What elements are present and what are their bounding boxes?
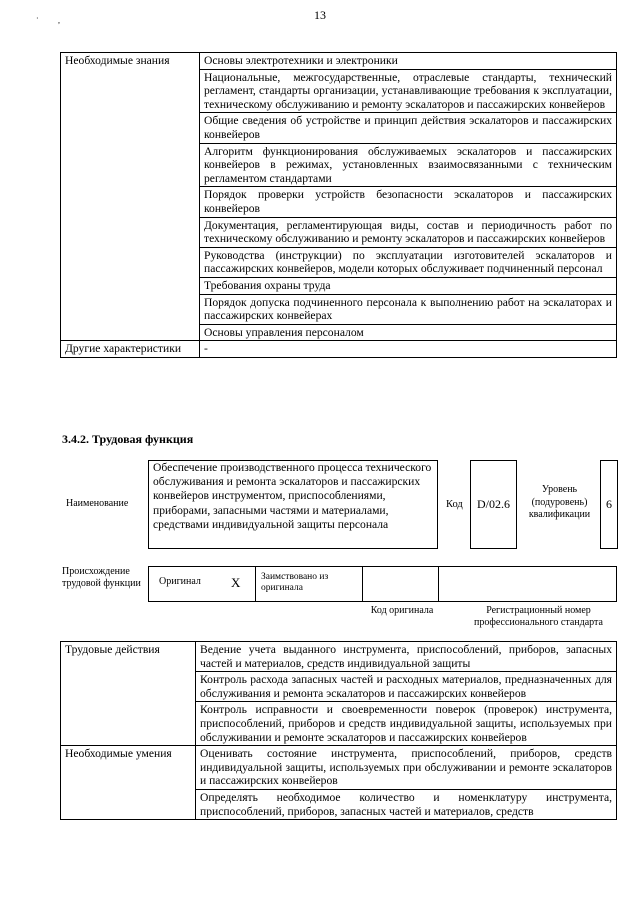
code-original-caption: Код оригинала [370, 605, 434, 616]
page-number: 13 [314, 8, 326, 22]
knowledge-item: Документация, регламентирующая виды, состав и периодичность работ по техническому обслуживанию и ремонту эскалаторов и пассажирских конвейеров [200, 217, 617, 247]
function-name-value: Обеспечение производственного процесса технического обслуживания и ремонта эскалаторов и пассажирских конвейеров инструментом, приспособлениями, приборами, запасными частями и материалами, средствами индивидуальной защиты персонала [148, 460, 438, 549]
other-characteristics-value: - [200, 341, 617, 358]
section-title: 3.4.2. Трудовая функция [62, 432, 194, 446]
actions-label: Трудовые действия [61, 642, 196, 746]
skill-item: Оценивать состояние инструмента, приспособлений, приборов, средств индивидуальной защиты, используемых при обслуживании и ремонте эскалаторов и пассажирских конвейеров [196, 746, 617, 790]
knowledge-item: Порядок допуска подчиненного персонала к выполнению работ на эскалаторах и пассажирских конвейерах [200, 294, 617, 324]
knowledge-item: Порядок проверки устройств безопасности эскалаторов и пассажирских конвейеров [200, 187, 617, 217]
scan-speck: · [36, 14, 39, 23]
knowledge-item: Алгоритм функционирования обслуживаемых эскалаторов и пассажирских конвейеров в режимах, установленных взаимосвязанными с техническим регламентом стандартами [200, 143, 617, 187]
function-code-label: Код [446, 499, 463, 510]
action-item: Ведение учета выданного инструмента, приспособлений, приборов, запасных частей и материалов, средств индивидуальной защиты [196, 642, 617, 672]
skills-label: Необходимые умения [61, 746, 196, 820]
code-original-cell [363, 566, 439, 602]
registration-number-cell [439, 566, 617, 602]
knowledge-item: Основы управления персоналом [200, 324, 617, 341]
action-item: Контроль расхода запасных частей и расходных материалов, предназначенных для обслуживания и ремонта эскалаторов и пассажирских конвейеров [196, 672, 617, 702]
origin-label: Происхождение трудовой функции [62, 566, 141, 589]
qualification-level-label: Уровень (подуровень) квалификации [528, 484, 591, 520]
knowledge-table [60, 52, 617, 358]
original-label: Оригинал [159, 576, 201, 587]
knowledge-item: Общие сведения об устройстве и принцип действия эскалаторов и пассажирских конвейеров [200, 113, 617, 143]
knowledge-label: Необходимые знания [61, 53, 200, 341]
borrowed-label: Заимствовано из оригинала [261, 572, 329, 593]
actions-skills-table [60, 641, 617, 820]
function-name-label: Наименование [66, 498, 129, 509]
knowledge-item: Требования охраны труда [200, 277, 617, 294]
other-characteristics-label: Другие характеристики [61, 341, 200, 358]
function-code-value: D/02.6 [470, 460, 517, 549]
knowledge-item: Национальные, межгосударственные, отраслевые стандарты, технический регламент, стандарты организации, устанавливающие требования к эксплуатации, техническому обслуживанию и ремонту эскалаторов и пассажирских конвейеров [200, 69, 617, 113]
skill-item: Определять необходимое количество и номенклатуру инструмента, приспособлений, приборов, запасных частей и материалов, средств [196, 789, 617, 819]
knowledge-item: Руководства (инструкции) по эксплуатации изготовителей эскалаторов и пассажирских конвейеров, модели которых обслуживает подчиненный персонал [200, 247, 617, 277]
knowledge-item: Основы электротехники и электроники [200, 53, 617, 70]
registration-number-caption: Регистрационный номер профессионального стандарта [474, 605, 603, 628]
original-mark: X [231, 575, 241, 590]
qualification-level-value: 6 [600, 460, 618, 549]
scan-speck: , [58, 16, 60, 25]
action-item: Контроль исправности и своевременности поверок (проверок) инструмента, приспособлений, приборов и средств индивидуальной защиты, используемых при обслуживании и ремонте эскалаторов и пассажирских конвейеров [196, 702, 617, 746]
